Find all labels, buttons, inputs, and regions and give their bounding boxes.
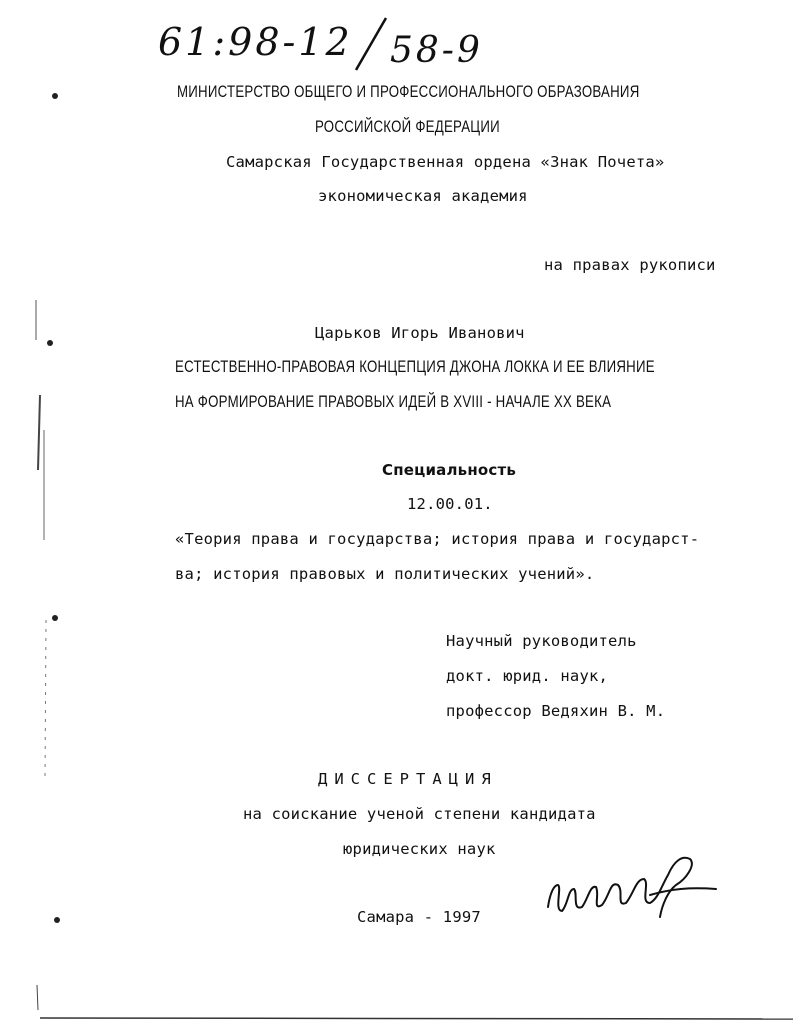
- specialty-code: 12.00.01.: [407, 495, 493, 513]
- academy-line-1: Самарская Государственная ордена «Знак Почета»: [226, 153, 665, 171]
- scan-bottom-edge: [0, 1017, 793, 1020]
- supervisor-name: профессор Ведяхин В. М.: [446, 702, 666, 720]
- supervisor-label: Научный руководитель: [446, 632, 637, 650]
- place-year: Самара - 1997: [357, 908, 481, 926]
- dissertation-line-1: на соискание ученой степени кандидата: [243, 805, 596, 823]
- specialty-name-line-1: «Теория права и государства; история права и государст-: [175, 530, 700, 548]
- ministry-line-2: РОССИЙСКОЙ ФЕДЕРАЦИИ: [315, 117, 500, 136]
- supervisor-degree: докт. юрид. наук,: [446, 667, 609, 685]
- specialty-name-line-2: ва; история правовых и политических учений».: [175, 565, 595, 583]
- dissertation-line-2: юридических наук: [343, 840, 496, 858]
- archive-number-handwritten: [158, 10, 508, 72]
- title-line-2: НА ФОРМИРОВАНИЕ ПРАВОВЫХ ИДЕЙ В XVIII - НАЧАЛЕ XX ВЕКА: [175, 392, 612, 411]
- title-line-1: ЕСТЕСТВЕННО-ПРАВОВАЯ КОНЦЕПЦИЯ ДЖОНА ЛОККА И ЕЕ ВЛИЯНИЕ: [175, 357, 655, 376]
- manuscript-note: на правах рукописи: [544, 256, 716, 274]
- dissertation-heading: ДИССЕРТАЦИЯ: [318, 770, 498, 788]
- author-name: Царьков Игорь Иванович: [315, 324, 525, 342]
- svg-text:61:98-12: 61:98-12: [158, 20, 353, 64]
- specialty-label: Специальность: [382, 461, 517, 479]
- academy-line-2: экономическая академия: [318, 187, 528, 205]
- scan-edge-marks: [0, 0, 60, 1025]
- svg-text:58-9: 58-9: [390, 30, 483, 71]
- signature: [540, 845, 725, 925]
- ministry-line-1: МИНИСТЕРСТВО ОБЩЕГО И ПРОФЕССИОНАЛЬНОГО ОБРАЗОВАНИЯ: [177, 82, 640, 101]
